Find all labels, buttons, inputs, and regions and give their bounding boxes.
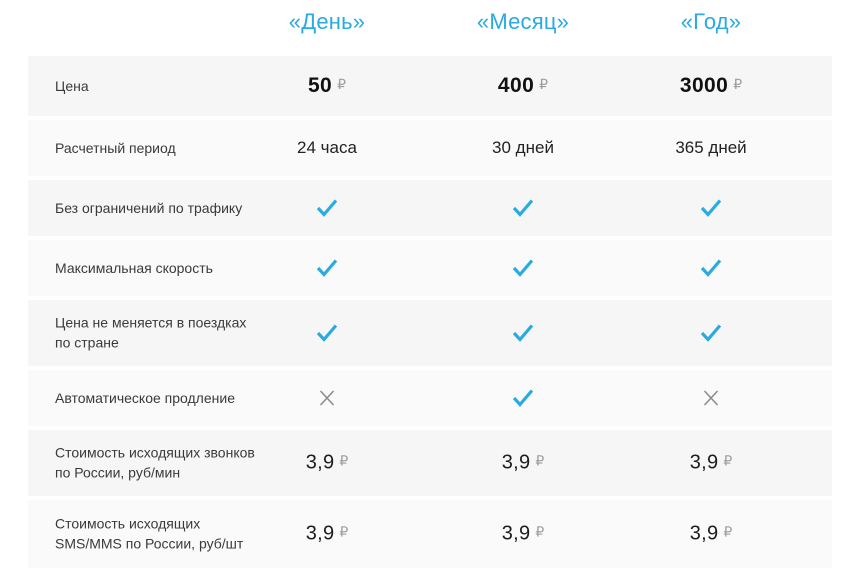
cost-number: 3,9 bbox=[501, 522, 531, 545]
cost-value bbox=[690, 523, 733, 546]
cost-value bbox=[306, 523, 349, 546]
row-label: Расчетный период bbox=[55, 139, 176, 156]
status-cell bbox=[316, 199, 339, 218]
cost-value bbox=[502, 523, 545, 546]
ruble-sign: ₽ bbox=[337, 76, 347, 92]
period-value: 24 часа bbox=[297, 138, 357, 157]
ruble-sign: ₽ bbox=[539, 76, 549, 92]
table-row-price bbox=[28, 56, 832, 116]
cost-value bbox=[306, 452, 349, 475]
table-row-fixed-price-travel bbox=[28, 300, 832, 366]
period-value: 365 дней bbox=[675, 138, 747, 157]
status-cell bbox=[512, 324, 535, 343]
check-icon bbox=[316, 324, 339, 343]
cost-number: 3,9 bbox=[689, 451, 719, 474]
row-label: Стоимость исходящих звонков по России, руб/мин bbox=[55, 444, 255, 481]
check-icon bbox=[512, 389, 535, 408]
status-cell bbox=[512, 389, 535, 408]
table-row-sms-cost bbox=[28, 500, 832, 568]
ruble-sign: ₽ bbox=[339, 452, 349, 469]
status-cell bbox=[319, 390, 336, 407]
check-icon bbox=[512, 259, 535, 278]
column-header-day: «День» bbox=[288, 9, 366, 34]
price-number: 50 bbox=[307, 74, 333, 97]
ruble-sign: ₽ bbox=[723, 523, 733, 540]
cost-number: 3,9 bbox=[501, 451, 531, 474]
ruble-sign: ₽ bbox=[535, 523, 545, 540]
status-cell bbox=[316, 259, 339, 278]
cost-number: 3,9 bbox=[689, 522, 719, 545]
period-value: 30 дней bbox=[492, 138, 554, 157]
ruble-sign: ₽ bbox=[535, 452, 545, 469]
table-row-unlimited-traffic bbox=[28, 180, 832, 236]
ruble-sign: ₽ bbox=[723, 452, 733, 469]
row-label: Цена не меняется в поездках по стране bbox=[55, 314, 247, 351]
column-header-year: «Год» bbox=[680, 9, 742, 34]
table-row-billing-period bbox=[28, 120, 832, 176]
cost-value bbox=[502, 452, 545, 475]
cost-number: 3,9 bbox=[305, 451, 335, 474]
table-row-auto-renewal bbox=[28, 370, 832, 426]
check-icon bbox=[316, 199, 339, 218]
row-label: Максимальная скорость bbox=[55, 259, 213, 276]
cost-value bbox=[690, 452, 733, 475]
row-label: Автоматическое продление bbox=[55, 389, 235, 406]
status-cell bbox=[703, 390, 720, 407]
row-label: Цена bbox=[55, 77, 89, 94]
row-label: Без ограничений по трафику bbox=[55, 199, 243, 216]
cross-icon bbox=[319, 390, 336, 407]
cost-number: 3,9 bbox=[305, 522, 335, 545]
check-icon bbox=[700, 259, 723, 278]
price-value bbox=[680, 74, 742, 98]
check-icon bbox=[512, 324, 535, 343]
price-number: 400 bbox=[497, 74, 535, 97]
check-icon bbox=[700, 199, 723, 218]
ruble-sign: ₽ bbox=[339, 523, 349, 540]
price-value bbox=[498, 74, 548, 98]
status-cell bbox=[512, 259, 535, 278]
check-icon bbox=[512, 199, 535, 218]
cross-icon bbox=[703, 390, 720, 407]
status-cell bbox=[700, 199, 723, 218]
price-number: 3000 bbox=[679, 74, 729, 97]
table-row-max-speed bbox=[28, 240, 832, 296]
status-cell bbox=[316, 324, 339, 343]
row-label: Стоимость исходящих SMS/MMS по России, руб/шт bbox=[55, 515, 244, 552]
price-value bbox=[308, 74, 346, 98]
table-row-call-cost bbox=[28, 430, 832, 496]
column-headers bbox=[28, 0, 832, 56]
ruble-sign: ₽ bbox=[733, 76, 743, 92]
tariff-comparison-table bbox=[28, 56, 832, 568]
status-cell bbox=[512, 199, 535, 218]
status-cell bbox=[700, 259, 723, 278]
check-icon bbox=[316, 259, 339, 278]
column-header-month: «Месяц» bbox=[476, 9, 570, 34]
check-icon bbox=[700, 324, 723, 343]
status-cell bbox=[700, 324, 723, 343]
